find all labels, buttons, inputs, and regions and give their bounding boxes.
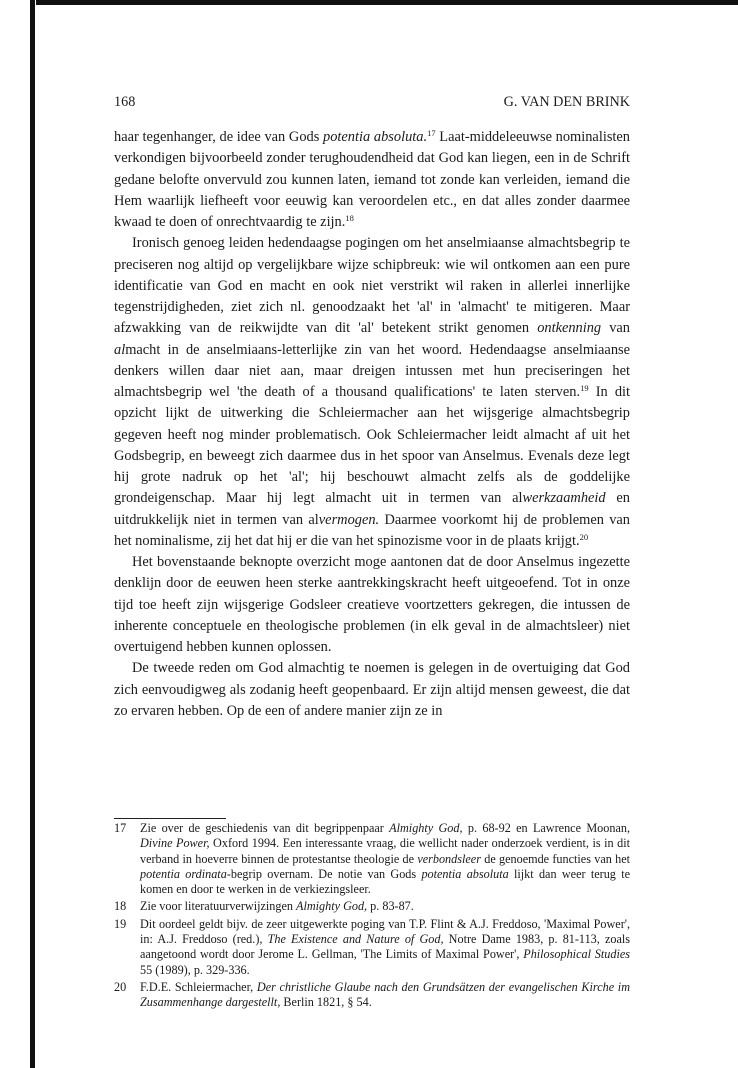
footnote-ref-18: 18 [345, 213, 354, 223]
page-number: 168 [114, 94, 136, 110]
footnote-17 [114, 821, 630, 897]
footnote-20 [114, 980, 630, 1011]
footnote-ref-19: 19 [580, 383, 589, 393]
footnote-ref-17: 17 [427, 128, 436, 138]
paragraph-3: Het bovenstaande beknopte overzicht moge aantonen dat de door Anselmus ingezette denklijn door de eeuwen heen sterke aantrekkingskracht heeft uitgeoefend. Tot in onze tijd toe heeft zijn wijsgerige Godsleer creatieve voortzetters gekregen, die intussen de inherente conceptuele en theologische problemen (in elk geval in de almachtsleer) niet overtuigend hebben kunnen oplossen. [114, 554, 630, 655]
running-head-author: G. VAN DEN BRINK [503, 94, 630, 110]
footnote-text: F.D.E. Schleiermacher, Der christliche Glaube nach den Grundsätzen der evangelischen Kirche im Zusammenhange dargestellt, Berlin 1821, § 54. [140, 979, 630, 1010]
footnote-19 [114, 917, 630, 978]
footnote-number: 20 [114, 979, 127, 994]
footnote-rule [114, 818, 226, 819]
footnote-text: Zie voor literatuurverwijzingen Almighty God, p. 83-87. [140, 899, 414, 914]
footnote-text: Dit oordeel geldt bijv. de zeer uitgewerkte poging van T.P. Flint & A.J. Freddoso, 'Maximal Power', in: A.J. Freddoso (red.), The Existence and Nature of God, Notre Dame 1983, p. 81-113, zoals aangetoond wordt door Jerome L. Gellman, 'The Limits of Maximal Power', Philosophical Studies 55 (1989), p. 329-336. [140, 916, 631, 977]
footnote-number: 19 [114, 916, 127, 931]
paragraph-1: haar tegenhanger, de idee van Gods potentia absoluta.$^{17}$ Laat-middeleeuwse nominalisten verkondigen bijvoorbeeld zonder terughoudendheid dat God kan liegen, een in de Schrift gedane belofte onvervuld zou kunnen laten, iemand tot zonde kan verleiden, iemand die Hem waarlijk liefheeft voor eeuwig kan veroordelen etc., en dat alles zonder daarmee kwaad te doen of onrechtvaardig te zijn.$^{18}$ [114, 128, 630, 230]
footnote-ref-20: 20 [579, 531, 589, 542]
main-text [114, 127, 630, 722]
paragraph-2: Ironisch genoeg leiden hedendaagse pogingen om het anselmiaanse almachtsbegrip te preciseren nog altijd op vergelijkbare wijze schipbreuk: wie wil ontkomen aan een pure identificatie van God en macht en ook niet verstrikt wil raken in allerlei innerlijke tegenstrijdigheden, ziet zich nl. genoodzaakt het 'al' in 'almacht' te mitigeren. Maar afzwakking van de reikwijdte van dit 'al' betekent strikt genomen ontkenning van almacht in de anselmiaans-letterlijke zin van het woord. Hedendaagse anselmiaanse denkers willen daar niet aan, maar dreigen intussen met hun preciseringen het almachtsbegrip wel 'the death of a thousand qualifications' te laten sterven.$^{19}$ In dit opzicht lijkt de uitwerking die Schleiermacher aan het wijsgerige almachtsbegrip gegeven heeft nog minder problematisch. Ook Schleiermacher leidt almacht af uit het Godsbegrip, en beweegt zich daarmee dus in het spoor van Anselmus. Evenals deze legt hij grote nadruk op het 'al'; hij beschouwt almacht zelfs als de goddelijke grondeigenschap. Maar hij legt almacht uit in termen van alwerkzaamheid en uitdrukkelijk niet in termen van alvermogen. Daarmee voorkomt hij de problemen van het nominalisme, zij het dat hij er die van het spinozisme voor in de plaats krijgt.$^{20}$ [114, 235, 631, 549]
footnote-number: 17 [114, 821, 127, 835]
footnotes [114, 821, 630, 1013]
running-header [114, 94, 630, 111]
footnote-text: Zie over de geschiedenis van dit begrippenpaar Almighty God, p. 68-92 en Lawrence Moonan, Divine Power, Oxford 1994. Een interessante vraag, die wellicht nader onderzoek verdient, is in dit verband in hoeverre binnen de protestantse theologie de verbondsleer de genoemde functies van het potentia ordinata-begrip overnam. De notie van Gods potentia absoluta lijkt dan weer terug te komen en door te werken in de verkiezingsleer. [140, 821, 630, 897]
paragraph-4: De tweede reden om God almachtig te noemen is gelegen in de overtuiging dat God zich eenvoudigweg als zodanig heeft geopenbaard. Er zijn altijd mensen geweest, die dat zo ervaren hebben. Op de een of andere manier zijn ze in [114, 660, 630, 719]
footnote-18 [114, 899, 630, 914]
footnote-number: 18 [114, 899, 127, 914]
